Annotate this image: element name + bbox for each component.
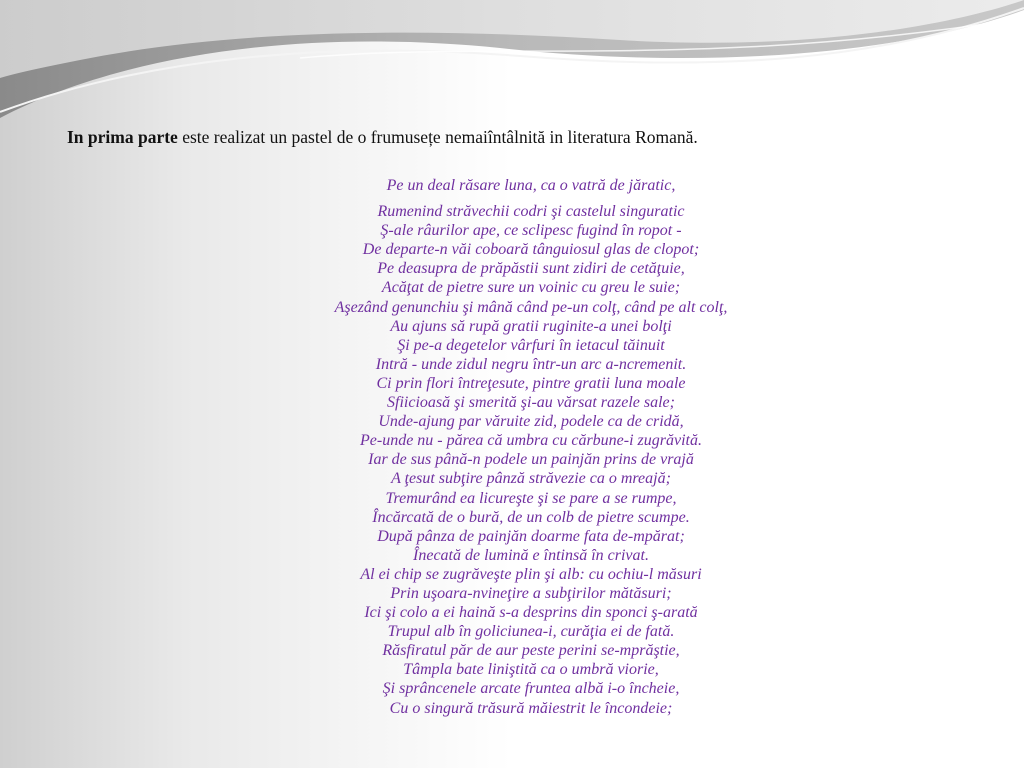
poem-line: Tremurând ea licureşte şi se pare a se rumpe, bbox=[385, 489, 677, 507]
poem-line: Pe-unde nu - părea că umbra cu cărbune-i zugrăvită. bbox=[360, 432, 702, 450]
poem-line: Tâmpla bate liniştită ca o umbră viorie, bbox=[403, 661, 659, 679]
poem-line: Răsfiratul păr de aur peste perini se-mprăştie, bbox=[382, 642, 680, 660]
poem-line: Iar de sus până-n podele un painjăn prins de vrajă bbox=[368, 451, 694, 469]
poem-line: Şi pe-a degetelor vârfuri în ietacul tăinuit bbox=[397, 336, 665, 354]
poem-line: Ş-ale râurilor ape, ce sclipesc fugind în ropot - bbox=[380, 222, 682, 240]
poem-line: A ţesut subţire pânză străvezie ca o mreajă; bbox=[391, 470, 671, 488]
poem-line: Rumenind străvechii codri şi castelul singuratic bbox=[377, 203, 685, 221]
poem-line: Sfiicioasă şi smerită şi-au vărsat razele sale; bbox=[387, 394, 675, 412]
poem-line: Ci prin flori întreţesute, pintre gratii luna moale bbox=[376, 374, 686, 392]
intro-paragraph bbox=[67, 127, 967, 148]
poem-line: Au ajuns să rupă gratii ruginite-a unei bolţi bbox=[390, 317, 672, 335]
poem-line: Pe deasupra de prăpăstii sunt zidiri de cetăţuie, bbox=[377, 260, 685, 278]
poem-line: Înecată de lumină e întinsă în crivat. bbox=[413, 546, 649, 564]
intro-text: este realizat un pastel de o frumusețe nemaiîntâlnită in literatura Romană. bbox=[177, 127, 698, 147]
poem-line: Aşezând genunchiu şi mână când pe-un colţ, când pe alt colţ, bbox=[334, 298, 728, 316]
poem-line: Intră - unde zidul negru într-un arc a-ncremenit. bbox=[375, 355, 687, 373]
poem-line: Prin uşoara-nvineţire a subţirilor mătăsuri; bbox=[390, 584, 672, 602]
decorative-swoosh bbox=[0, 0, 1024, 140]
poem-line: Ici şi colo a ei haină s-a desprins din sponci ş-arată bbox=[364, 604, 698, 622]
poem-line: Acăţat de pietre sure un voinic cu greu le suie; bbox=[381, 279, 681, 297]
poem bbox=[0, 176, 1024, 718]
poem-line: Unde-ajung par văruite zid, podele ca de cridă, bbox=[378, 413, 684, 431]
poem-line: Cu o singură trăsură măiestrit le încondeie; bbox=[389, 699, 673, 717]
poem-line: Şi sprâncenele arcate fruntea albă i-o încheie, bbox=[382, 680, 680, 698]
poem-line: Încărcată de o bură, de un colb de pietre scumpe. bbox=[372, 508, 690, 526]
poem-line: De departe-n văi coboară tânguiosul glas de clopot; bbox=[362, 241, 700, 259]
poem-line: După pânza de painjăn doarme fata de-mpărat; bbox=[377, 527, 685, 545]
poem-line: Pe un deal răsare luna, ca o vatră de jăratic, bbox=[386, 177, 676, 194]
intro-bold: In prima parte bbox=[67, 127, 178, 147]
poem-line: Trupul alb în goliciunea-i, curăţia ei de fată. bbox=[387, 623, 675, 641]
poem-line: Al ei chip se zugrăveşte plin şi alb: cu ochiu-l măsuri bbox=[360, 565, 702, 583]
